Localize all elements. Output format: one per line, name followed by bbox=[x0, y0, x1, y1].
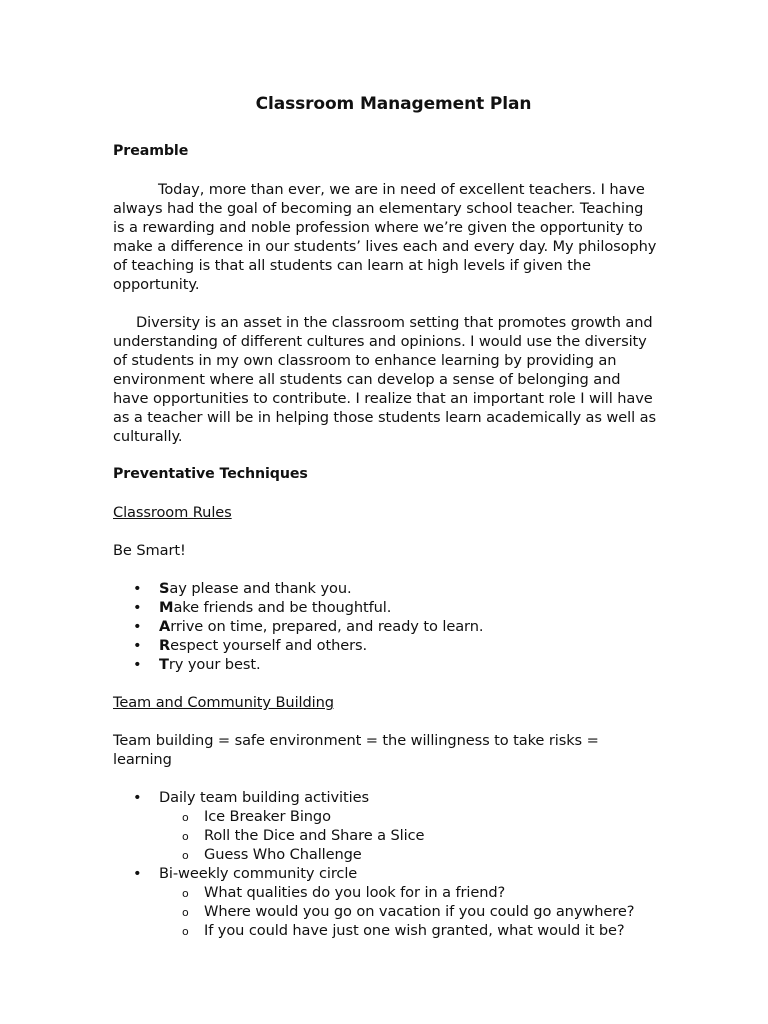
list-item bbox=[113, 788, 658, 807]
bullet-icon: • bbox=[133, 865, 142, 882]
preamble-paragraph-1: Today, more than ever, we are in need of excellent teachers. I have always had the goal of becoming an elementary school teacher. Teaching is a rewarding and noble profession where we’re given the opportunity to make a difference in our students’ lives each and every day. My philosophy of teaching is that all students can learn at high levels if given the opportunity. bbox=[113, 181, 657, 293]
bullet-icon: • bbox=[133, 789, 142, 806]
list-item bbox=[113, 826, 658, 845]
classroom-rules-subheading: Classroom Rules bbox=[113, 504, 232, 521]
rule-initial: M bbox=[159, 599, 174, 616]
preamble-heading: Preamble bbox=[113, 143, 189, 159]
rule-initial: R bbox=[159, 637, 171, 654]
bullet-icon: • bbox=[133, 618, 142, 635]
list-item bbox=[113, 902, 658, 921]
list-item bbox=[113, 883, 658, 902]
list-item bbox=[113, 864, 658, 883]
rules-list bbox=[113, 579, 658, 674]
list-item bbox=[113, 636, 658, 655]
group-label: Bi-weekly community circle bbox=[159, 865, 358, 882]
preventative-heading: Preventative Techniques bbox=[113, 466, 308, 482]
circle-bullet-icon: o bbox=[182, 830, 189, 843]
rule-text: ry your best. bbox=[168, 656, 261, 673]
document-title: Classroom Management Plan bbox=[255, 94, 532, 114]
team-building-intro: Team building = safe environment = the willingness to take risks = learning bbox=[113, 732, 599, 768]
list-item bbox=[113, 579, 658, 598]
rules-intro: Be Smart! bbox=[113, 542, 186, 559]
circle-bullet-icon: o bbox=[182, 906, 189, 919]
team-building-subheading: Team and Community Building bbox=[113, 694, 334, 711]
sub-item-text: What qualities do you look for in a friend? bbox=[204, 884, 506, 901]
preamble-paragraph-2: Diversity is an asset in the classroom setting that promotes growth and understanding of different cultures and opinions. I would use the diversity of students in my own classroom to enhance learning by providing an environment where all students can develop a sense of belonging and have opportunities to contribute. I realize that an important role I will have as a teacher will be in helping those students learn academically as well as culturally. bbox=[113, 314, 656, 445]
rule-text: espect yourself and others. bbox=[170, 637, 368, 654]
list-item bbox=[113, 845, 658, 864]
bullet-icon: • bbox=[133, 599, 142, 616]
bullet-icon: • bbox=[133, 656, 142, 673]
sub-item-text: Ice Breaker Bingo bbox=[204, 808, 331, 825]
list-item bbox=[113, 617, 658, 636]
circle-bullet-icon: o bbox=[182, 811, 189, 824]
document-body bbox=[113, 92, 658, 940]
bullet-icon: • bbox=[133, 637, 142, 654]
circle-bullet-icon: o bbox=[182, 849, 189, 862]
list-item bbox=[113, 598, 658, 617]
community-circle-list bbox=[113, 864, 658, 883]
circle-bullet-icon: o bbox=[182, 887, 189, 900]
rule-text: ake friends and be thoughtful. bbox=[173, 599, 392, 616]
list-item bbox=[113, 655, 658, 674]
daily-activities-sublist bbox=[113, 807, 658, 864]
community-circle-sublist bbox=[113, 883, 658, 940]
circle-bullet-icon: o bbox=[182, 925, 189, 938]
rule-initial: T bbox=[159, 656, 169, 673]
sub-item-text: Guess Who Challenge bbox=[204, 846, 362, 863]
rule-text: ay please and thank you. bbox=[169, 580, 352, 597]
team-building-list bbox=[113, 788, 658, 807]
list-item bbox=[113, 921, 658, 940]
bullet-icon: • bbox=[133, 580, 142, 597]
sub-item-text: Where would you go on vacation if you could go anywhere? bbox=[204, 903, 635, 920]
rule-text: rrive on time, prepared, and ready to learn. bbox=[170, 618, 484, 635]
rule-initial: A bbox=[159, 618, 171, 635]
list-item bbox=[113, 807, 658, 826]
sub-item-text: If you could have just one wish granted, what would it be? bbox=[204, 922, 625, 939]
rule-initial: S bbox=[159, 580, 170, 597]
group-label: Daily team building activities bbox=[159, 789, 369, 806]
sub-item-text: Roll the Dice and Share a Slice bbox=[204, 827, 425, 844]
